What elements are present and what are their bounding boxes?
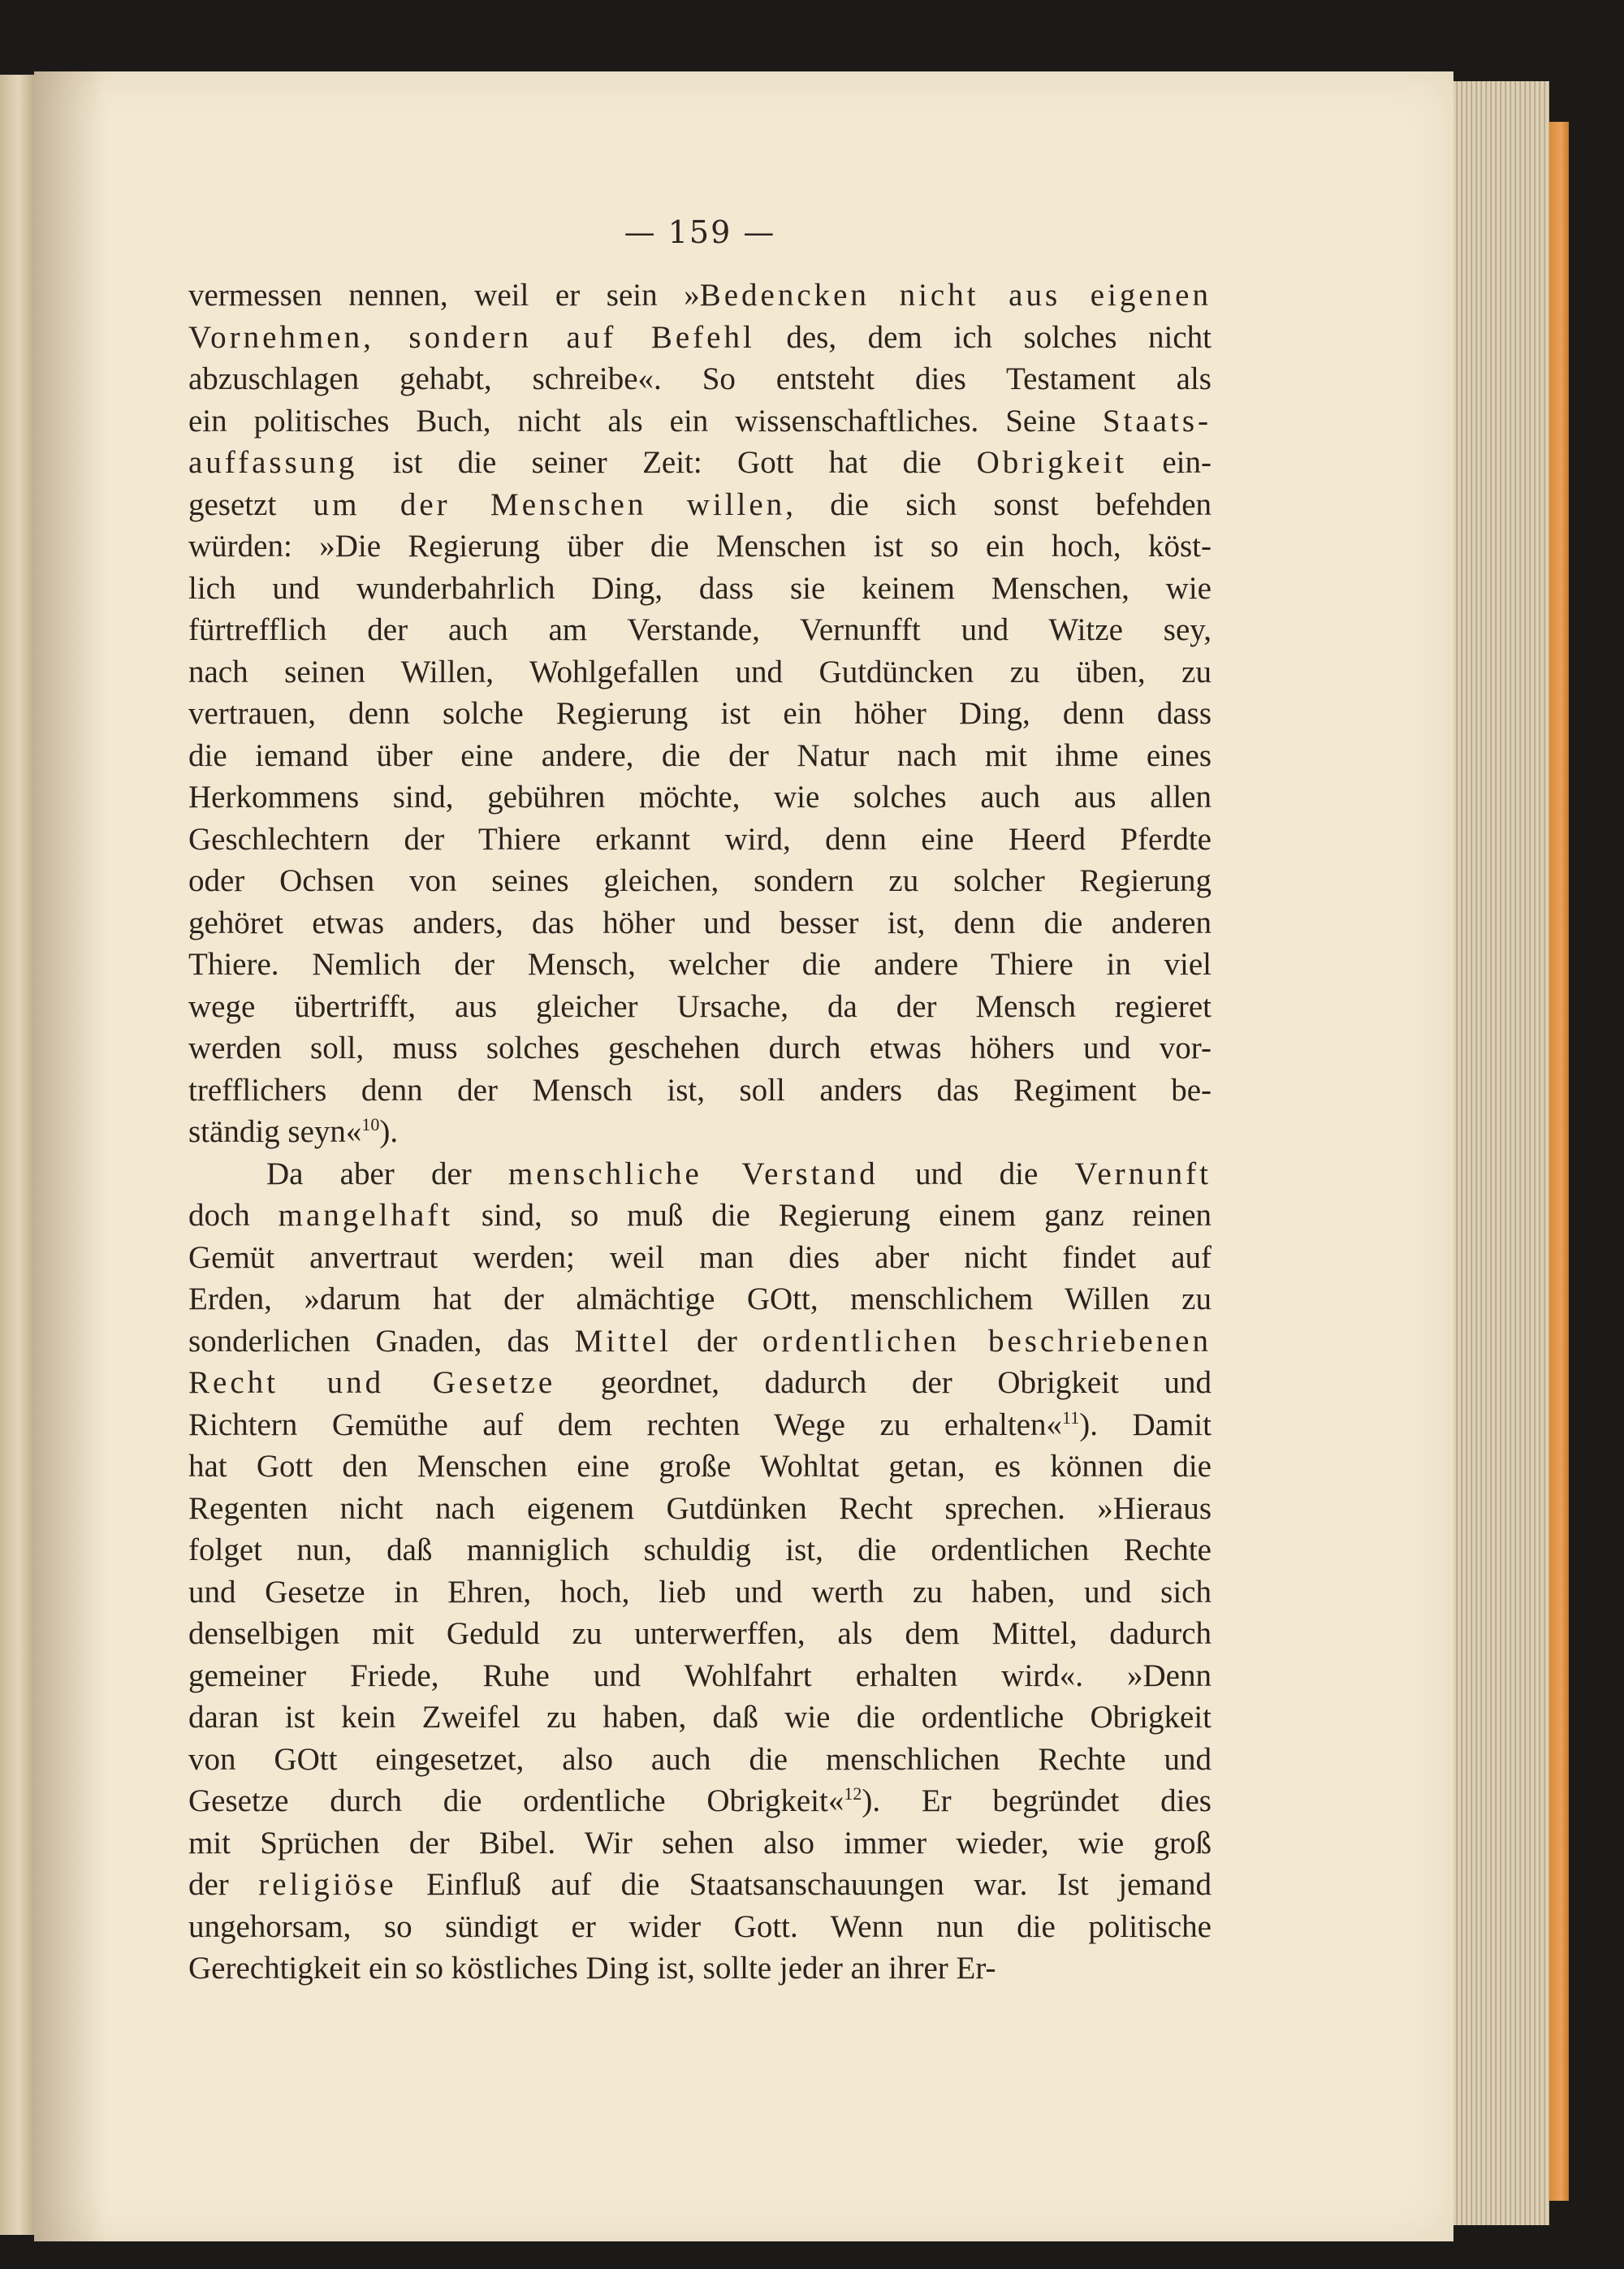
text-line <box>188 1446 1212 1488</box>
spaced-emphasis: menschliche Verstand <box>508 1156 879 1191</box>
text-run: gehöret etwas anders, das höher und besser ist, denn die anderen <box>188 905 1212 940</box>
text-run: der <box>671 1323 762 1359</box>
text-line <box>188 1780 1212 1822</box>
text-run: ein politisches Buch, nicht als ein wissenschaftliches. Seine <box>188 403 1103 439</box>
spaced-emphasis: religiöse <box>258 1867 397 1902</box>
text-line <box>188 525 1212 568</box>
text-run: und Gesetze in Ehren, hoch, lieb und werth zu haben, und sich <box>188 1574 1212 1610</box>
text-run: ). Damit <box>1079 1407 1212 1442</box>
text-run: sind, so muß die Regierung einem ganz reinen <box>453 1198 1212 1233</box>
text-line <box>188 986 1212 1028</box>
text-run: gemeiner Friede, Ruhe und Wohlfahrt erhalten wird«. »Denn <box>188 1657 1212 1693</box>
text-line <box>188 1864 1212 1906</box>
spaced-emphasis: Bedencken nicht aus eigenen <box>699 278 1212 313</box>
text-line <box>188 1488 1212 1530</box>
spaced-emphasis: mangelhaft <box>278 1198 454 1233</box>
text-run: Da aber der <box>266 1156 508 1191</box>
text-run: ). Er begründet dies <box>862 1783 1212 1818</box>
text-line <box>188 274 1212 317</box>
spaced-emphasis: Staats- <box>1102 403 1212 439</box>
text-run: Herkommens sind, gebühren möchte, wie solches auch aus allen <box>188 780 1212 815</box>
spaced-emphasis: auffassung <box>188 445 358 480</box>
text-run: lich und wunderbahrlich Ding, dass sie keinem Menschen, wie <box>188 570 1212 606</box>
text-line <box>188 902 1212 944</box>
cover-edge <box>1549 122 1569 2201</box>
spaced-emphasis: Vornehmen, sondern auf Befehl <box>188 319 755 355</box>
text-line <box>188 1571 1212 1614</box>
text-line <box>188 819 1212 861</box>
text-line <box>188 735 1212 777</box>
text-run: des, dem ich solches nicht <box>754 319 1212 355</box>
page-block-edges <box>1453 81 1549 2225</box>
text-run: Thiere. Nemlich der Mensch, welcher die andere Thiere in viel <box>188 947 1212 982</box>
text-line <box>188 1070 1212 1112</box>
text-run: vermessen nennen, weil er sein » <box>188 278 700 313</box>
text-line <box>188 1529 1212 1571</box>
text-run: gesetzt <box>188 486 313 522</box>
text-run: Geschlechtern der Thiere erkannt wird, denn eine Heerd Pferdte <box>188 821 1212 857</box>
text-line <box>188 317 1212 359</box>
text-run: denselbigen mit Geduld zu unterwerffen, als dem Mittel, dadurch <box>188 1616 1212 1651</box>
text-run: daran ist kein Zweifel zu haben, daß wie die ordentliche Obrigkeit <box>188 1700 1212 1735</box>
text-run: ungehorsam, so sündigt er wider Gott. Wenn nun die politische <box>188 1908 1212 1944</box>
text-run: abzuschlagen gehabt, schreibe«. So entsteht dies Testament als <box>188 361 1212 396</box>
text-line <box>188 442 1212 484</box>
text-run: mit Sprüchen der Bibel. Wir sehen also immer wieder, wie groß <box>188 1825 1212 1861</box>
text-line <box>188 484 1212 526</box>
spaced-emphasis: Mittel <box>574 1323 672 1359</box>
text-line <box>188 860 1212 902</box>
text-run: vertrauen, denn solche Regierung ist ein höher Ding, denn dass <box>188 696 1212 731</box>
left-page-edge <box>0 75 34 2235</box>
spaced-emphasis: Vernunft <box>1074 1156 1212 1191</box>
page-gutter-shadow <box>34 71 107 2241</box>
text-line <box>188 609 1212 651</box>
text-run: folget nun, daß manniglich schuldig ist, die ordentlichen Rechte <box>188 1532 1212 1567</box>
footnote-ref: 11 <box>1062 1407 1080 1428</box>
text-run: würden: »Die Regierung über die Menschen ist so ein hoch, köst- <box>188 529 1212 564</box>
text-line <box>188 1906 1212 1948</box>
text-run: trefflichers denn der Mensch ist, soll anders das Regiment be- <box>188 1072 1212 1108</box>
text-line <box>188 1237 1212 1279</box>
text-run: der <box>188 1867 259 1902</box>
text-run: hat Gott den Menschen eine große Wohltat getan, es können die <box>188 1449 1212 1484</box>
spaced-emphasis: um der Menschen willen <box>313 486 786 522</box>
text-run: geordnet, dadurch der Obrigkeit und <box>555 1365 1212 1400</box>
spaced-emphasis: Obrigkeit <box>976 445 1128 480</box>
text-line <box>188 651 1212 694</box>
text-run: ist die seiner Zeit: Gott hat die <box>357 445 977 480</box>
text-run: oder Ochsen von seines gleichen, sondern zu solcher Regierung <box>188 863 1212 898</box>
text-run: und die <box>878 1156 1075 1191</box>
body-text <box>188 274 1212 1990</box>
text-line <box>188 1947 1212 1990</box>
text-line <box>188 1027 1212 1070</box>
text-run: Gerechtigkeit ein so köstliches Ding ist, sollte jeder an ihrer Er- <box>188 1951 996 1986</box>
text-run: Einfluß auf die Staatsanschauungen war. Ist jemand <box>396 1867 1212 1902</box>
text-line <box>188 1153 1212 1195</box>
text-run: fürtrefflich der auch am Verstande, Vernunfft und Witze sey, <box>188 612 1212 647</box>
text-run: , die sich sonst befehden <box>785 486 1212 522</box>
spaced-emphasis: ordentlichen beschriebenen <box>762 1323 1212 1359</box>
text-run: Erden, »darum hat der almächtige GOtt, menschlichem Willen zu <box>188 1281 1212 1316</box>
text-line <box>188 400 1212 443</box>
text-run: nach seinen Willen, Wohlgefallen und Gutdüncken zu üben, zu <box>188 654 1212 689</box>
text-run: werden soll, muss solches geschehen durch etwas höhers und vor- <box>188 1031 1212 1065</box>
text-run: von GOtt eingesetzet, also auch die menschlichen Rechte und <box>188 1741 1212 1777</box>
text-run: Gemüt anvertraut werden; weil man dies aber nicht findet auf <box>188 1239 1212 1275</box>
spaced-emphasis: Recht und Gesetze <box>188 1365 556 1400</box>
text-line <box>188 1655 1212 1697</box>
page-number: — 159 — <box>624 214 776 250</box>
text-line <box>188 1696 1212 1739</box>
text-line <box>188 358 1212 400</box>
text-run: Regenten nicht nach eigenem Gutdünken Recht sprechen. »Hieraus <box>188 1490 1212 1526</box>
text-line <box>188 568 1212 610</box>
footnote-ref: 12 <box>844 1783 862 1804</box>
text-line <box>188 1278 1212 1320</box>
text-line <box>188 944 1212 986</box>
text-run: ). <box>379 1114 399 1149</box>
text-run: die iemand über eine andere, die der Natur nach mit ihme eines <box>188 737 1212 773</box>
text-line <box>188 1739 1212 1781</box>
text-line <box>188 1111 1212 1153</box>
text-run: Richtern Gemüthe auf dem rechten Wege zu erhalten« <box>188 1407 1063 1442</box>
text-run: sonderlichen Gnaden, das <box>188 1323 575 1359</box>
text-run: wege übertrifft, aus gleicher Ursache, da der Mensch regieret <box>188 988 1212 1024</box>
text-line <box>188 1822 1212 1865</box>
text-run: ein- <box>1127 445 1212 480</box>
text-run: doch <box>188 1198 279 1233</box>
text-line <box>188 693 1212 735</box>
footnote-ref: 10 <box>361 1114 380 1134</box>
text-line <box>188 776 1212 819</box>
text-line <box>188 1613 1212 1655</box>
text-run: Gesetze durch die ordentliche Obrigkeit« <box>188 1783 844 1818</box>
text-run: ständig seyn« <box>188 1114 362 1149</box>
text-line <box>188 1404 1212 1446</box>
text-line <box>188 1195 1212 1237</box>
text-line <box>188 1362 1212 1404</box>
text-line <box>188 1320 1212 1363</box>
